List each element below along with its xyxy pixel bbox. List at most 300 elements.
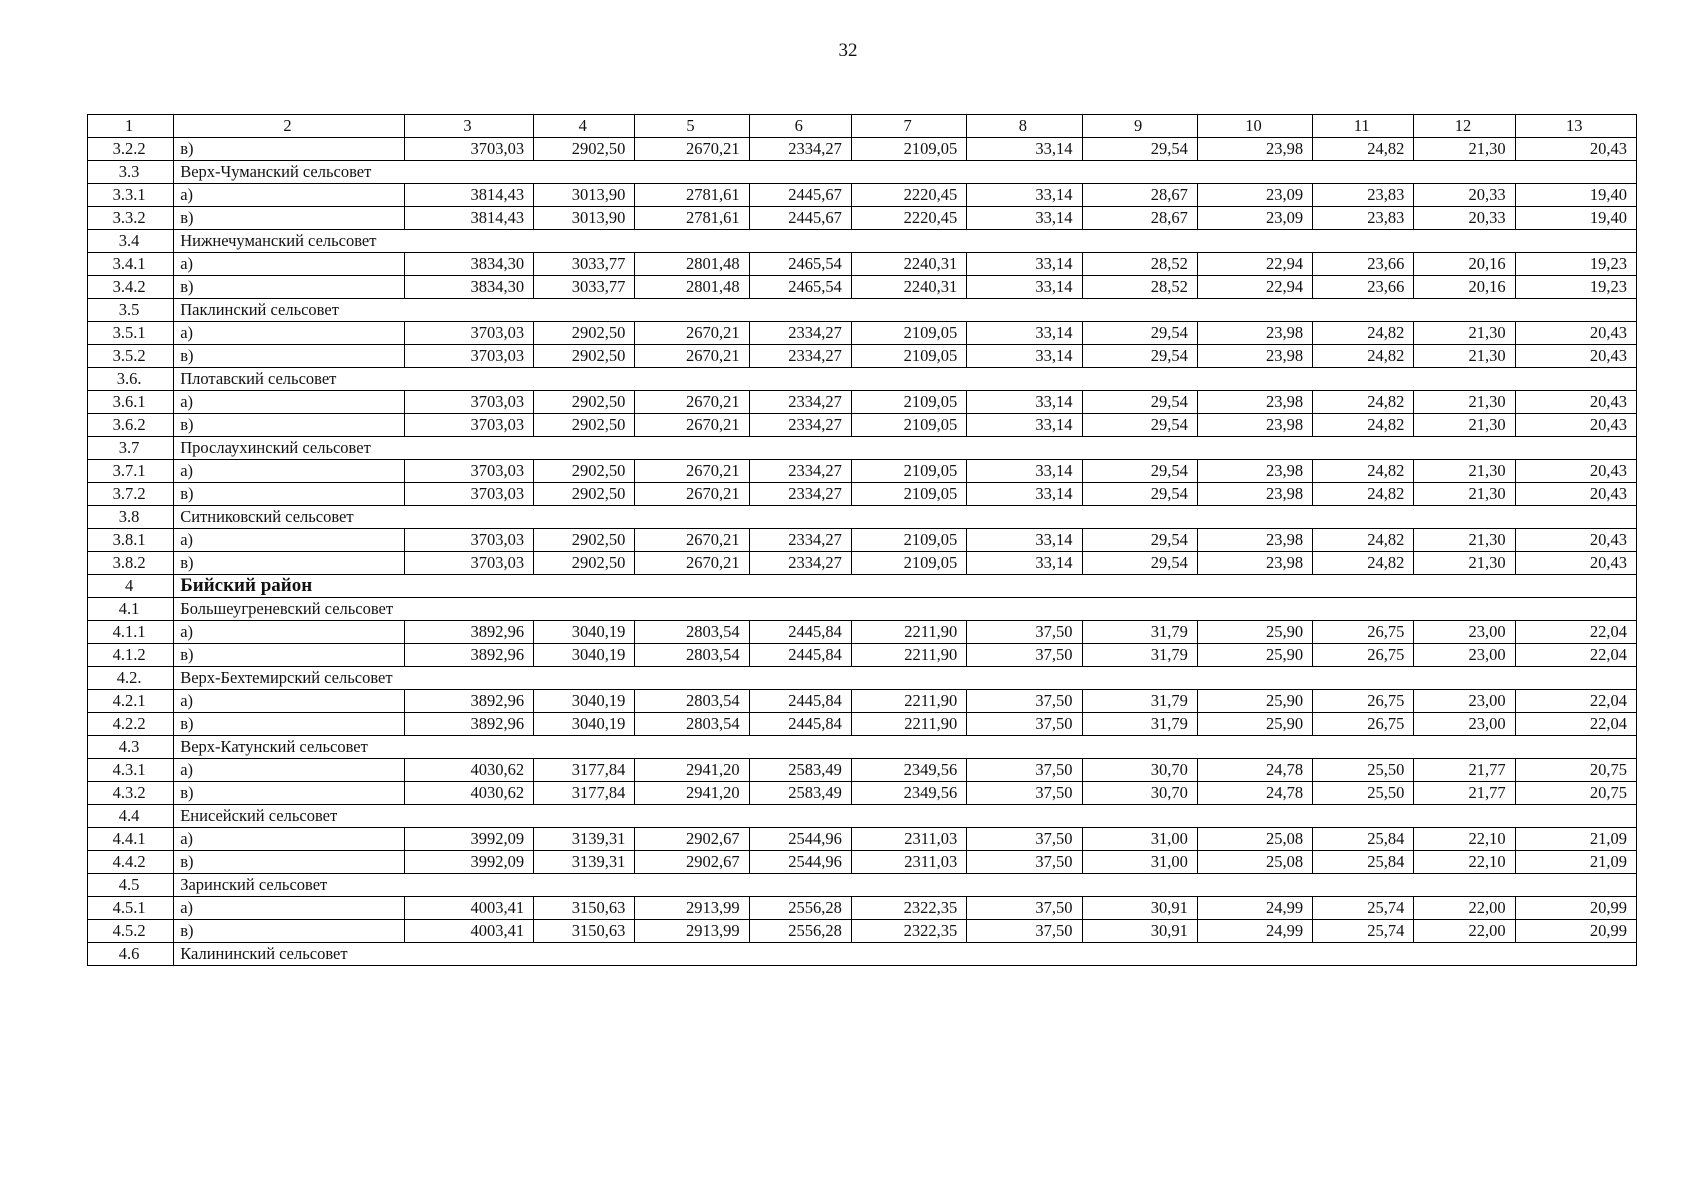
value-cell: 3703,03 bbox=[404, 138, 533, 161]
value-cell: 22,04 bbox=[1515, 644, 1636, 667]
section-name bbox=[174, 299, 1637, 322]
value-cell: 2902,50 bbox=[534, 483, 635, 506]
value-cell: 2902,50 bbox=[534, 138, 635, 161]
value-cell: 2902,50 bbox=[534, 322, 635, 345]
column-header: 5 bbox=[635, 115, 749, 138]
row-name: а) bbox=[174, 253, 405, 276]
row-number: 3.8 bbox=[88, 506, 174, 529]
table-row bbox=[88, 391, 1637, 414]
value-cell: 2109,05 bbox=[851, 345, 966, 368]
value-cell: 2334,27 bbox=[749, 322, 851, 345]
row-number: 4.3.1 bbox=[88, 759, 174, 782]
section-name bbox=[174, 598, 1637, 621]
table-row bbox=[88, 460, 1637, 483]
row-number: 3.3.1 bbox=[88, 184, 174, 207]
table-row bbox=[88, 483, 1637, 506]
value-cell: 20,43 bbox=[1515, 460, 1636, 483]
value-cell: 29,54 bbox=[1082, 322, 1197, 345]
value-cell: 2311,03 bbox=[851, 851, 966, 874]
value-cell: 23,00 bbox=[1414, 621, 1515, 644]
value-cell: 21,30 bbox=[1414, 391, 1515, 414]
value-cell: 23,83 bbox=[1313, 207, 1414, 230]
value-cell: 22,10 bbox=[1414, 828, 1515, 851]
value-cell: 2109,05 bbox=[851, 414, 966, 437]
value-cell: 2445,84 bbox=[749, 644, 851, 667]
value-cell: 23,98 bbox=[1197, 529, 1312, 552]
value-cell: 37,50 bbox=[967, 690, 1082, 713]
row-name: в) bbox=[174, 276, 405, 299]
row-name: в) bbox=[174, 138, 405, 161]
value-cell: 3033,77 bbox=[534, 276, 635, 299]
table-body bbox=[88, 115, 1637, 966]
table-row bbox=[88, 253, 1637, 276]
row-name: а) bbox=[174, 322, 405, 345]
value-cell: 3177,84 bbox=[534, 759, 635, 782]
table-row bbox=[88, 138, 1637, 161]
value-cell: 2781,61 bbox=[635, 184, 749, 207]
value-cell: 33,14 bbox=[967, 460, 1082, 483]
value-cell: 25,90 bbox=[1197, 690, 1312, 713]
value-cell: 31,79 bbox=[1082, 713, 1197, 736]
value-cell: 24,78 bbox=[1197, 759, 1312, 782]
value-cell: 2556,28 bbox=[749, 897, 851, 920]
section-label: Большеугреневский сельсовет bbox=[180, 599, 394, 618]
value-cell: 2544,96 bbox=[749, 851, 851, 874]
value-cell: 4003,41 bbox=[404, 897, 533, 920]
value-cell: 2211,90 bbox=[851, 690, 966, 713]
value-cell: 21,77 bbox=[1414, 759, 1515, 782]
row-number: 4.6 bbox=[88, 943, 174, 966]
value-cell: 33,14 bbox=[967, 529, 1082, 552]
value-cell: 2670,21 bbox=[635, 414, 749, 437]
row-name: в) bbox=[174, 644, 405, 667]
value-cell: 2311,03 bbox=[851, 828, 966, 851]
table-row bbox=[88, 207, 1637, 230]
section-label: Калининский сельсовет bbox=[180, 944, 348, 963]
value-cell: 2445,67 bbox=[749, 207, 851, 230]
value-cell: 33,14 bbox=[967, 207, 1082, 230]
row-name: а) bbox=[174, 529, 405, 552]
value-cell: 28,67 bbox=[1082, 207, 1197, 230]
section-label: Верх-Бехтемирский сельсовет bbox=[180, 668, 393, 687]
value-cell: 21,30 bbox=[1414, 529, 1515, 552]
value-cell: 2583,49 bbox=[749, 782, 851, 805]
value-cell: 21,09 bbox=[1515, 851, 1636, 874]
value-cell: 2349,56 bbox=[851, 759, 966, 782]
value-cell: 19,40 bbox=[1515, 207, 1636, 230]
section-row bbox=[88, 230, 1637, 253]
table-row bbox=[88, 621, 1637, 644]
value-cell: 24,82 bbox=[1313, 460, 1414, 483]
value-cell: 37,50 bbox=[967, 644, 1082, 667]
value-cell: 29,54 bbox=[1082, 483, 1197, 506]
value-cell: 23,00 bbox=[1414, 644, 1515, 667]
row-number: 3.5 bbox=[88, 299, 174, 322]
row-number: 3.4.2 bbox=[88, 276, 174, 299]
column-header: 9 bbox=[1082, 115, 1197, 138]
value-cell: 2109,05 bbox=[851, 322, 966, 345]
value-cell: 21,30 bbox=[1414, 345, 1515, 368]
value-cell: 2803,54 bbox=[635, 713, 749, 736]
section-row bbox=[88, 805, 1637, 828]
value-cell: 20,43 bbox=[1515, 138, 1636, 161]
column-header: 11 bbox=[1313, 115, 1414, 138]
value-cell: 2670,21 bbox=[635, 138, 749, 161]
value-cell: 2544,96 bbox=[749, 828, 851, 851]
value-cell: 33,14 bbox=[967, 253, 1082, 276]
section-name bbox=[174, 667, 1637, 690]
value-cell: 37,50 bbox=[967, 713, 1082, 736]
section-name bbox=[174, 437, 1637, 460]
section-label: Ситниковский сельсовет bbox=[180, 507, 354, 526]
value-cell: 23,83 bbox=[1313, 184, 1414, 207]
value-cell: 37,50 bbox=[967, 897, 1082, 920]
value-cell: 21,30 bbox=[1414, 483, 1515, 506]
value-cell: 2334,27 bbox=[749, 391, 851, 414]
row-number: 3.4.1 bbox=[88, 253, 174, 276]
value-cell: 23,98 bbox=[1197, 552, 1312, 575]
value-cell: 25,84 bbox=[1313, 828, 1414, 851]
row-number: 4.3.2 bbox=[88, 782, 174, 805]
value-cell: 3892,96 bbox=[404, 621, 533, 644]
value-cell: 2465,54 bbox=[749, 276, 851, 299]
value-cell: 24,82 bbox=[1313, 414, 1414, 437]
table-row bbox=[88, 713, 1637, 736]
section-row bbox=[88, 299, 1637, 322]
value-cell: 20,75 bbox=[1515, 759, 1636, 782]
value-cell: 3013,90 bbox=[534, 207, 635, 230]
row-number: 3.6.2 bbox=[88, 414, 174, 437]
value-cell: 24,82 bbox=[1313, 138, 1414, 161]
value-cell: 21,09 bbox=[1515, 828, 1636, 851]
value-cell: 4030,62 bbox=[404, 759, 533, 782]
value-cell: 2334,27 bbox=[749, 138, 851, 161]
value-cell: 21,30 bbox=[1414, 414, 1515, 437]
value-cell: 2445,84 bbox=[749, 690, 851, 713]
value-cell: 24,82 bbox=[1313, 552, 1414, 575]
value-cell: 3033,77 bbox=[534, 253, 635, 276]
column-header: 8 bbox=[967, 115, 1082, 138]
value-cell: 24,78 bbox=[1197, 782, 1312, 805]
row-number: 3.8.1 bbox=[88, 529, 174, 552]
row-number: 4.5.2 bbox=[88, 920, 174, 943]
value-cell: 28,52 bbox=[1082, 276, 1197, 299]
value-cell: 30,91 bbox=[1082, 897, 1197, 920]
value-cell: 2556,28 bbox=[749, 920, 851, 943]
section-name bbox=[174, 506, 1637, 529]
value-cell: 3040,19 bbox=[534, 690, 635, 713]
row-number: 3.7 bbox=[88, 437, 174, 460]
value-cell: 2902,50 bbox=[534, 391, 635, 414]
value-cell: 20,99 bbox=[1515, 920, 1636, 943]
section-row bbox=[88, 736, 1637, 759]
table-row bbox=[88, 759, 1637, 782]
value-cell: 33,14 bbox=[967, 391, 1082, 414]
row-number: 4.1 bbox=[88, 598, 174, 621]
row-number: 4.3 bbox=[88, 736, 174, 759]
section-label: Енисейский сельсовет bbox=[180, 806, 338, 825]
section-name bbox=[174, 161, 1637, 184]
value-cell: 2902,50 bbox=[534, 552, 635, 575]
value-cell: 3992,09 bbox=[404, 851, 533, 874]
value-cell: 25,90 bbox=[1197, 713, 1312, 736]
value-cell: 2465,54 bbox=[749, 253, 851, 276]
value-cell: 37,50 bbox=[967, 920, 1082, 943]
district-name bbox=[174, 575, 1637, 598]
column-header: 7 bbox=[851, 115, 966, 138]
value-cell: 25,74 bbox=[1313, 897, 1414, 920]
column-header: 4 bbox=[534, 115, 635, 138]
section-label: Верх-Чуманский сельсовет bbox=[180, 162, 372, 181]
value-cell: 19,23 bbox=[1515, 253, 1636, 276]
row-number: 3.6. bbox=[88, 368, 174, 391]
value-cell: 23,98 bbox=[1197, 322, 1312, 345]
value-cell: 3703,03 bbox=[404, 460, 533, 483]
value-cell: 3892,96 bbox=[404, 713, 533, 736]
value-cell: 31,79 bbox=[1082, 621, 1197, 644]
table-row bbox=[88, 276, 1637, 299]
value-cell: 19,40 bbox=[1515, 184, 1636, 207]
value-cell: 3040,19 bbox=[534, 713, 635, 736]
value-cell: 21,30 bbox=[1414, 322, 1515, 345]
section-name bbox=[174, 736, 1637, 759]
value-cell: 26,75 bbox=[1313, 621, 1414, 644]
value-cell: 2334,27 bbox=[749, 552, 851, 575]
section-row bbox=[88, 437, 1637, 460]
page-number: 32 bbox=[838, 40, 858, 61]
value-cell: 29,54 bbox=[1082, 552, 1197, 575]
value-cell: 23,98 bbox=[1197, 391, 1312, 414]
value-cell: 2445,84 bbox=[749, 713, 851, 736]
row-name: а) bbox=[174, 184, 405, 207]
value-cell: 2670,21 bbox=[635, 345, 749, 368]
value-cell: 3139,31 bbox=[534, 828, 635, 851]
value-cell: 3834,30 bbox=[404, 276, 533, 299]
value-cell: 2902,50 bbox=[534, 529, 635, 552]
column-header: 12 bbox=[1414, 115, 1515, 138]
value-cell: 31,79 bbox=[1082, 690, 1197, 713]
value-cell: 20,43 bbox=[1515, 483, 1636, 506]
value-cell: 23,09 bbox=[1197, 207, 1312, 230]
value-cell: 3150,63 bbox=[534, 897, 635, 920]
value-cell: 22,94 bbox=[1197, 276, 1312, 299]
section-label: Заринский сельсовет bbox=[180, 875, 328, 894]
section-row bbox=[88, 368, 1637, 391]
value-cell: 20,43 bbox=[1515, 322, 1636, 345]
section-row bbox=[88, 598, 1637, 621]
value-cell: 33,14 bbox=[967, 414, 1082, 437]
value-cell: 3040,19 bbox=[534, 621, 635, 644]
value-cell: 20,99 bbox=[1515, 897, 1636, 920]
district-row bbox=[88, 575, 1637, 598]
value-cell: 29,54 bbox=[1082, 345, 1197, 368]
value-cell: 2583,49 bbox=[749, 759, 851, 782]
value-cell: 3703,03 bbox=[404, 322, 533, 345]
value-cell: 23,09 bbox=[1197, 184, 1312, 207]
value-cell: 20,43 bbox=[1515, 391, 1636, 414]
value-cell: 2109,05 bbox=[851, 138, 966, 161]
section-name bbox=[174, 943, 1637, 966]
row-name: в) bbox=[174, 207, 405, 230]
value-cell: 3814,43 bbox=[404, 184, 533, 207]
value-cell: 24,82 bbox=[1313, 322, 1414, 345]
row-number: 4.2.2 bbox=[88, 713, 174, 736]
value-cell: 23,98 bbox=[1197, 138, 1312, 161]
section-row bbox=[88, 506, 1637, 529]
table-row bbox=[88, 782, 1637, 805]
value-cell: 22,04 bbox=[1515, 690, 1636, 713]
row-name: а) bbox=[174, 391, 405, 414]
value-cell: 2803,54 bbox=[635, 621, 749, 644]
row-number: 3.8.2 bbox=[88, 552, 174, 575]
row-number: 4.2.1 bbox=[88, 690, 174, 713]
value-cell: 30,70 bbox=[1082, 759, 1197, 782]
table-row bbox=[88, 345, 1637, 368]
value-cell: 3814,43 bbox=[404, 207, 533, 230]
row-name: а) bbox=[174, 460, 405, 483]
value-cell: 2781,61 bbox=[635, 207, 749, 230]
section-name bbox=[174, 805, 1637, 828]
row-number: 3.6.1 bbox=[88, 391, 174, 414]
value-cell: 23,66 bbox=[1313, 276, 1414, 299]
value-cell: 20,43 bbox=[1515, 529, 1636, 552]
row-name: в) bbox=[174, 552, 405, 575]
value-cell: 2334,27 bbox=[749, 414, 851, 437]
row-number: 3.7.2 bbox=[88, 483, 174, 506]
value-cell: 3992,09 bbox=[404, 828, 533, 851]
value-cell: 37,50 bbox=[967, 851, 1082, 874]
value-cell: 3892,96 bbox=[404, 690, 533, 713]
row-name: а) bbox=[174, 828, 405, 851]
value-cell: 24,82 bbox=[1313, 391, 1414, 414]
value-cell: 2109,05 bbox=[851, 483, 966, 506]
value-cell: 4030,62 bbox=[404, 782, 533, 805]
value-cell: 20,33 bbox=[1414, 184, 1515, 207]
value-cell: 3703,03 bbox=[404, 391, 533, 414]
table-row bbox=[88, 552, 1637, 575]
value-cell: 23,98 bbox=[1197, 460, 1312, 483]
value-cell: 22,94 bbox=[1197, 253, 1312, 276]
value-cell: 2349,56 bbox=[851, 782, 966, 805]
value-cell: 23,98 bbox=[1197, 483, 1312, 506]
row-number: 4.2. bbox=[88, 667, 174, 690]
table-row bbox=[88, 828, 1637, 851]
table-row bbox=[88, 644, 1637, 667]
section-label: Верх-Катунский сельсовет bbox=[180, 737, 368, 756]
value-cell: 37,50 bbox=[967, 621, 1082, 644]
value-cell: 2902,50 bbox=[534, 414, 635, 437]
value-cell: 2220,45 bbox=[851, 184, 966, 207]
value-cell: 29,54 bbox=[1082, 414, 1197, 437]
value-cell: 3703,03 bbox=[404, 345, 533, 368]
value-cell: 2801,48 bbox=[635, 276, 749, 299]
value-cell: 2902,67 bbox=[635, 828, 749, 851]
column-header: 13 bbox=[1515, 115, 1636, 138]
value-cell: 33,14 bbox=[967, 276, 1082, 299]
value-cell: 37,50 bbox=[967, 828, 1082, 851]
section-row bbox=[88, 874, 1637, 897]
value-cell: 3892,96 bbox=[404, 644, 533, 667]
row-name: в) bbox=[174, 713, 405, 736]
value-cell: 30,70 bbox=[1082, 782, 1197, 805]
value-cell: 2670,21 bbox=[635, 322, 749, 345]
value-cell: 2913,99 bbox=[635, 897, 749, 920]
section-row bbox=[88, 667, 1637, 690]
value-cell: 33,14 bbox=[967, 345, 1082, 368]
section-label: Прослаухинский сельсовет bbox=[180, 438, 371, 457]
value-cell: 20,16 bbox=[1414, 276, 1515, 299]
value-cell: 23,98 bbox=[1197, 345, 1312, 368]
row-number: 4.5 bbox=[88, 874, 174, 897]
value-cell: 2902,67 bbox=[635, 851, 749, 874]
value-cell: 29,54 bbox=[1082, 391, 1197, 414]
value-cell: 4003,41 bbox=[404, 920, 533, 943]
value-cell: 29,54 bbox=[1082, 138, 1197, 161]
column-header: 2 bbox=[174, 115, 405, 138]
value-cell: 3703,03 bbox=[404, 414, 533, 437]
value-cell: 31,79 bbox=[1082, 644, 1197, 667]
section-name bbox=[174, 230, 1637, 253]
value-cell: 23,66 bbox=[1313, 253, 1414, 276]
row-number: 3.3 bbox=[88, 161, 174, 184]
section-label: Нижнечуманский сельсовет bbox=[180, 231, 377, 250]
section-label: Паклинский сельсовет bbox=[180, 300, 339, 319]
section-row bbox=[88, 161, 1637, 184]
value-cell: 26,75 bbox=[1313, 713, 1414, 736]
row-name: в) bbox=[174, 920, 405, 943]
value-cell: 2109,05 bbox=[851, 529, 966, 552]
value-cell: 3177,84 bbox=[534, 782, 635, 805]
section-name bbox=[174, 368, 1637, 391]
table-row bbox=[88, 529, 1637, 552]
row-number: 4.1.1 bbox=[88, 621, 174, 644]
value-cell: 2109,05 bbox=[851, 552, 966, 575]
value-cell: 23,00 bbox=[1414, 713, 1515, 736]
row-number: 4 bbox=[88, 575, 174, 598]
value-cell: 20,43 bbox=[1515, 552, 1636, 575]
table-row bbox=[88, 322, 1637, 345]
value-cell: 20,75 bbox=[1515, 782, 1636, 805]
value-cell: 29,54 bbox=[1082, 529, 1197, 552]
value-cell: 3150,63 bbox=[534, 920, 635, 943]
value-cell: 20,43 bbox=[1515, 345, 1636, 368]
table-row bbox=[88, 897, 1637, 920]
value-cell: 24,99 bbox=[1197, 897, 1312, 920]
value-cell: 24,99 bbox=[1197, 920, 1312, 943]
row-name: в) bbox=[174, 851, 405, 874]
column-header: 1 bbox=[88, 115, 174, 138]
value-cell: 25,08 bbox=[1197, 828, 1312, 851]
value-cell: 22,04 bbox=[1515, 621, 1636, 644]
value-cell: 33,14 bbox=[967, 322, 1082, 345]
row-number: 3.2.2 bbox=[88, 138, 174, 161]
value-cell: 22,04 bbox=[1515, 713, 1636, 736]
value-cell: 26,75 bbox=[1313, 644, 1414, 667]
row-name: в) bbox=[174, 345, 405, 368]
row-number: 3.7.1 bbox=[88, 460, 174, 483]
value-cell: 29,54 bbox=[1082, 460, 1197, 483]
value-cell: 2211,90 bbox=[851, 621, 966, 644]
section-row bbox=[88, 943, 1637, 966]
value-cell: 2941,20 bbox=[635, 782, 749, 805]
section-label: Плотавский сельсовет bbox=[180, 369, 337, 388]
value-cell: 2334,27 bbox=[749, 345, 851, 368]
table-row bbox=[88, 414, 1637, 437]
row-number: 4.1.2 bbox=[88, 644, 174, 667]
value-cell: 21,77 bbox=[1414, 782, 1515, 805]
value-cell: 2240,31 bbox=[851, 276, 966, 299]
value-cell: 24,82 bbox=[1313, 529, 1414, 552]
